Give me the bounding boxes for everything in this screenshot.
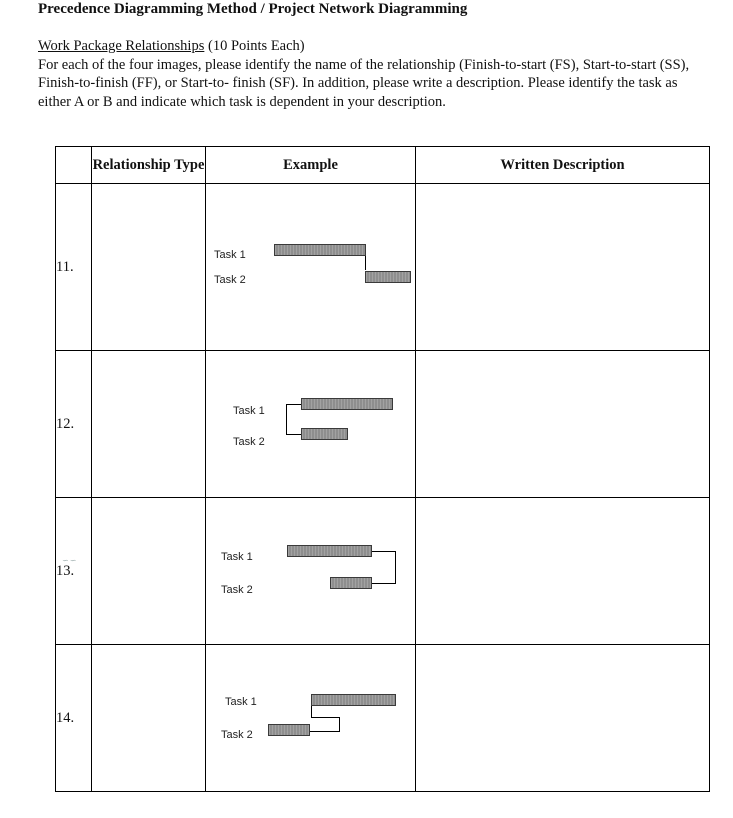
table-row xyxy=(56,184,710,351)
task-1-label: Task 1 xyxy=(233,405,265,417)
row-number: 12. xyxy=(56,351,92,498)
header-example: Example xyxy=(206,147,416,184)
dependency-line xyxy=(311,706,312,717)
written-description-cell[interactable] xyxy=(416,351,710,498)
relationship-type-cell[interactable] xyxy=(92,351,206,498)
dependency-line xyxy=(365,256,366,270)
instructions xyxy=(38,37,698,111)
written-description-cell[interactable] xyxy=(416,498,710,645)
header-number xyxy=(56,147,92,184)
written-description-cell[interactable] xyxy=(416,645,710,792)
header-written-description: Written Description xyxy=(416,147,710,184)
relationships-table xyxy=(55,146,710,792)
task-1-label: Task 1 xyxy=(214,249,246,261)
example-cell xyxy=(206,351,416,498)
dependency-line xyxy=(286,404,287,434)
header-row xyxy=(56,147,710,184)
task-2-bar xyxy=(330,577,372,589)
dependency-line xyxy=(372,583,396,584)
row-number: 14. xyxy=(56,645,92,792)
relationship-type-cell[interactable] xyxy=(92,498,206,645)
task-1-bar xyxy=(287,545,372,557)
task-2-bar xyxy=(365,271,411,283)
dependency-line xyxy=(286,434,301,435)
row-number: 13. xyxy=(56,498,92,645)
task-2-bar xyxy=(301,428,348,440)
relationship-type-cell[interactable] xyxy=(92,184,206,351)
task-2-bar xyxy=(268,724,310,736)
task-1-bar xyxy=(311,694,396,706)
header-relationship-type: Relationship Type xyxy=(92,147,206,184)
task-1-label: Task 1 xyxy=(221,551,253,563)
instructions-body: For each of the four images, please identify the name of the relationship (Finish-to-start (FS), Start-to-start (SS), Finish-to-finish (FF), or Start-to- finish (SF). In addition, please write a description. Please identify the task as either A or B and indicate which task is dependent in your description. xyxy=(38,56,690,110)
task-1-label: Task 1 xyxy=(225,696,257,708)
table-row xyxy=(56,351,710,498)
relationship-type-cell[interactable] xyxy=(92,645,206,792)
task-2-label: Task 2 xyxy=(233,436,265,448)
task-2-label: Task 2 xyxy=(221,584,253,596)
written-description-cell[interactable] xyxy=(416,184,710,351)
section-heading: Work Package Relationships xyxy=(38,38,205,54)
example-cell xyxy=(206,645,416,792)
task-1-bar xyxy=(274,244,366,256)
page-title: Precedence Diagramming Method / Project Network Diagramming xyxy=(38,1,468,17)
dependency-line xyxy=(372,551,396,552)
dependency-line xyxy=(339,717,340,731)
example-cell xyxy=(206,498,416,645)
scan-mark: ∽∽ xyxy=(62,556,78,565)
dependency-line xyxy=(286,404,301,405)
example-cell xyxy=(206,184,416,351)
dependency-line xyxy=(310,731,340,732)
task-1-bar xyxy=(301,398,393,410)
dependency-line xyxy=(311,717,340,718)
task-2-label: Task 2 xyxy=(221,729,253,741)
table-row xyxy=(56,645,710,792)
points-note: (10 Points Each) xyxy=(204,38,305,54)
table-row xyxy=(56,498,710,645)
row-number: 11. xyxy=(56,184,92,351)
task-2-label: Task 2 xyxy=(214,274,246,286)
dependency-line xyxy=(395,551,396,583)
